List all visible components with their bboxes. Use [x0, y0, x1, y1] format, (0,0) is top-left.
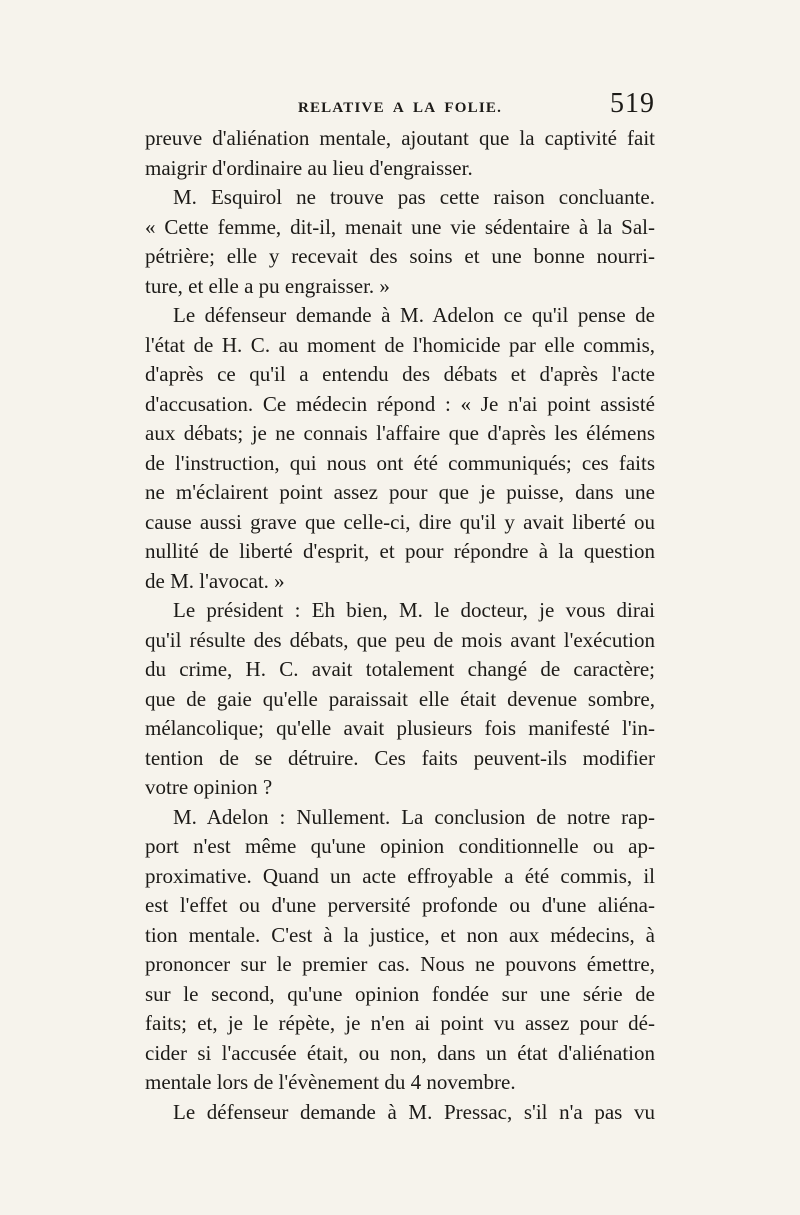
text-line: « Cette femme, dit-il, menait une vie sédentaire à la Sal- — [145, 214, 655, 239]
text-line: Le défenseur demande à M. Adelon ce qu'il pense de — [173, 303, 655, 327]
text-line: mélancolique; qu'elle avait plusieurs fois manifesté l'in- — [145, 716, 655, 740]
text-line: qu'il résulte des débats, que peu de mois avant l'exécution — [145, 627, 655, 652]
text-line: port n'est même qu'une opinion conditionnelle ou ap- — [145, 834, 655, 858]
body-text — [145, 124, 655, 1127]
text-line: faits; et, je le répète, je n'en ai point vu assez pour dé- — [145, 1011, 655, 1035]
text-line: ne m'éclairent point assez pour que je puisse, dans une — [145, 480, 655, 504]
text-line: aux débats; je ne connais l'affaire que d'après les élémens — [145, 421, 655, 445]
text-line: tion mentale. C'est à la justice, et non aux médecins, à — [145, 922, 655, 947]
text-line: d'après ce qu'il a entendu des débats et d'après l'acte — [145, 362, 655, 386]
text-line: cause aussi grave que celle-ci, dire qu'il y avait liberté ou — [145, 509, 655, 534]
text-line: M. Adelon : Nullement. La conclusion de notre rap- — [173, 804, 655, 829]
text-line: prononcer sur le premier cas. Nous ne pouvons émettre, — [145, 952, 655, 976]
text-line: votre opinion ? — [145, 775, 273, 799]
text-line: preuve d'aliénation mentale, ajoutant que la captivité fait — [145, 126, 655, 150]
text-line: est l'effet ou d'une perversité profonde ou d'une aliéna- — [145, 893, 655, 917]
text-line: l'état de H. C. au moment de l'homicide par elle commis, — [145, 332, 655, 357]
text-line: du crime, H. C. avait totalement changé de caractère; — [145, 657, 655, 681]
page-number: 519 — [610, 88, 655, 119]
text-line: proximative. Quand un acte effroyable a été commis, il — [145, 863, 655, 888]
text-line: Le défenseur demande à M. Pressac, s'il n'a pas vu — [173, 1099, 655, 1124]
text-line: M. Esquirol ne trouve pas cette raison concluante. — [173, 185, 655, 209]
running-title: RELATIVE A LA FOLIE. — [297, 100, 503, 116]
text-line: de M. l'avocat. » — [145, 568, 285, 593]
page-header — [145, 86, 655, 122]
text-line: que de gaie qu'elle paraissait elle était devenue sombre, — [145, 686, 655, 711]
text-line: cider si l'accusée était, ou non, dans un état d'aliénation — [145, 1040, 655, 1065]
text-line: nullité de liberté d'esprit, et pour répondre à la question — [145, 539, 655, 563]
text-line: sur le second, qu'une opinion fondée sur une série de — [145, 981, 655, 1006]
text-line: tention de se détruire. Ces faits peuvent-ils modifier — [145, 745, 655, 770]
text-line: Le président : Eh bien, M. le docteur, je vous dirai — [173, 598, 655, 622]
text-line: pétrière; elle y recevait des soins et une bonne nourri- — [145, 244, 655, 268]
text-line: de l'instruction, qui nous ont été communiqués; ces faits — [145, 450, 655, 475]
text-line: mentale lors de l'évènement du 4 novembre. — [145, 1070, 516, 1094]
text-line: ture, et elle a pu engraisser. » — [145, 273, 390, 298]
text-line: d'accusation. Ce médecin répond : « Je n'ai point assisté — [145, 391, 655, 416]
text-line: maigrir d'ordinaire au lieu d'engraisser. — [145, 155, 473, 180]
